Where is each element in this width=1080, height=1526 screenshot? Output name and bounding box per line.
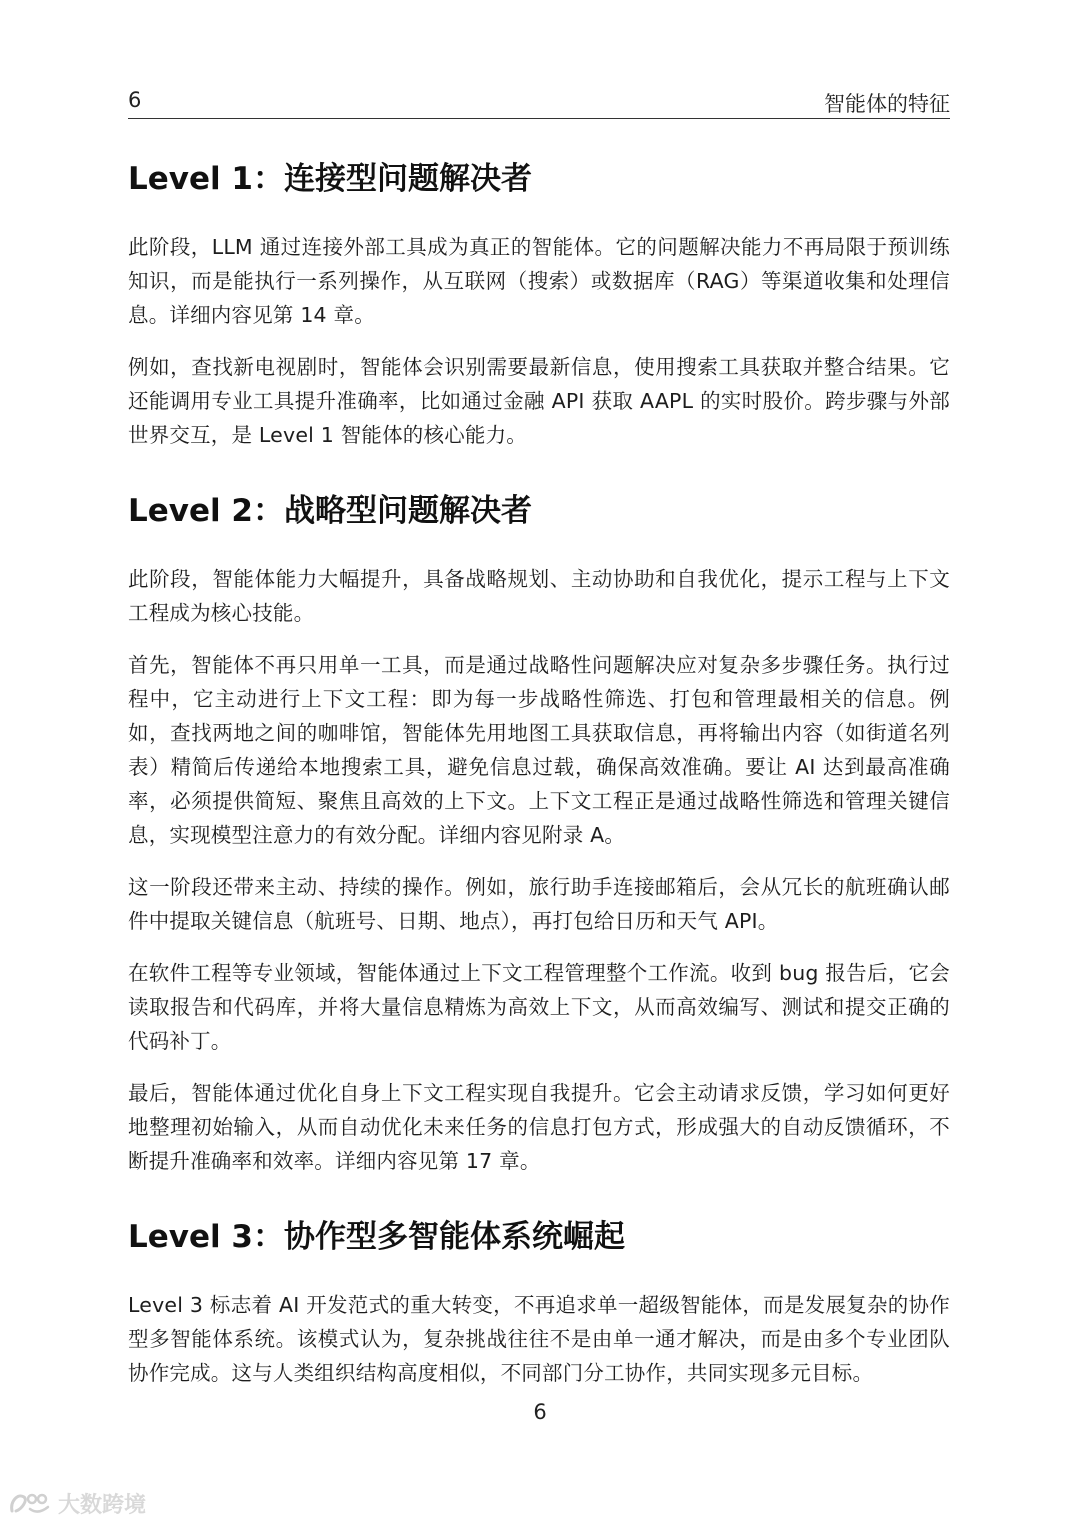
paragraph: Level 3 标志着 AI 开发范式的重大转变，不再追求单一超级智能体，而是发展复杂的协作型多智能体系统。该模式认为，复杂挑战往往不是由单一通才解决，而是由多个专业团队协作完成。这与人类组织结构高度相似，不同部门分工协作，共同实现多元目标。 <box>128 1293 950 1385</box>
section-heading-level-2: Level 2：战略型问题解决者 <box>128 493 532 529</box>
paragraph: 此阶段，LLM 通过连接外部工具成为真正的智能体。它的问题解决能力不再局限于预训练知识，而是能执行一系列操作，从互联网（搜索）或数据库（RAG）等渠道收集和处理信息。详细内容见第 14 章。 <box>128 235 950 327</box>
header-page-number: 6 <box>128 88 142 112</box>
paragraph: 首先，智能体不再只用单一工具，而是通过战略性问题解决应对复杂多步骤任务。执行过程中，它主动进行上下文工程：即为每一步战略性筛选、打包和管理最相关的信息。例如，查找两地之间的咖啡馆，智能体先用地图工具获取信息，再将输出内容（如街道名列表）精简后传递给本地搜索工具，避免信息过载，确保高效准确。要让 AI 达到最高准确率，必须提供简短、聚焦且高效的上下文。上下文工程正是通过战略性筛选和管理关键信息，实现模型注意力的有效分配。详细内容见附录 A。 <box>128 653 950 847</box>
watermark <box>8 1488 146 1518</box>
page-header <box>128 86 950 119</box>
header-chapter-title: 智能体的特征 <box>824 92 950 116</box>
watermark-text: 大数跨境 <box>58 1492 147 1518</box>
paragraph: 例如，查找新电视剧时，智能体会识别需要最新信息，使用搜索工具获取并整合结果。它还能调用专业工具提升准确率，比如通过金融 API 获取 AAPL 的实时股价。跨步骤与外部世界交互，是 Level 1 智能体的核心能力。 <box>128 355 950 447</box>
paragraph: 此阶段，智能体能力大幅提升，具备战略规划、主动协助和自我优化，提示工程与上下文工程成为核心技能。 <box>128 567 950 625</box>
page-content <box>128 150 950 1390</box>
paragraph: 在软件工程等专业领域，智能体通过上下文工程管理整个工作流。收到 bug 报告后，它会读取报告和代码库，并将大量信息精炼为高效上下文，从而高效编写、测试和提交正确的代码补丁。 <box>128 961 950 1053</box>
paragraph: 最后，智能体通过优化自身上下文工程实现自我提升。它会主动请求反馈，学习如何更好地整理初始输入，从而自动优化未来任务的信息打包方式，形成强大的自动反馈循环，不断提升准确率和效率。详细内容见第 17 章。 <box>128 1081 950 1173</box>
section-heading-level-1: Level 1：连接型问题解决者 <box>128 161 532 197</box>
paragraph: 这一阶段还带来主动、持续的操作。例如，旅行助手连接邮箱后，会从冗长的航班确认邮件中提取关键信息（航班号、日期、地点），再打包给日历和天气 API。 <box>128 875 950 933</box>
footer-page-number: 6 <box>533 1400 547 1424</box>
section-heading-level-3: Level 3：协作型多智能体系统崛起 <box>128 1219 625 1255</box>
brand-logo-icon <box>8 1489 54 1517</box>
